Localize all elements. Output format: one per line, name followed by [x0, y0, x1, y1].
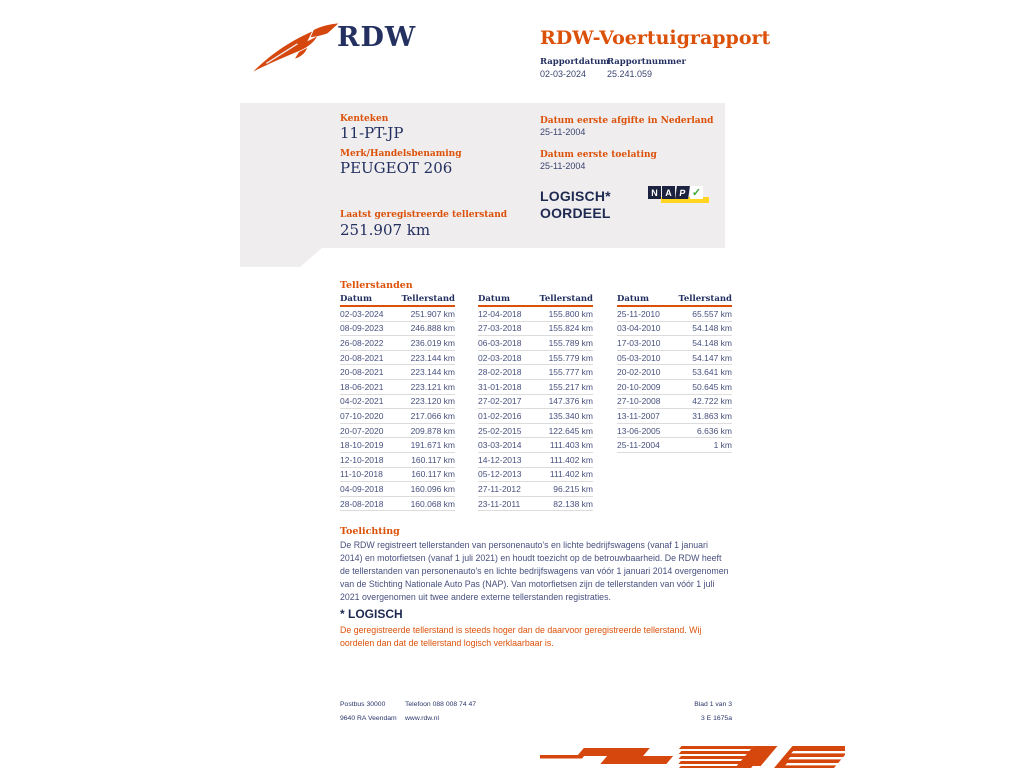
table-row: [617, 438, 732, 453]
logisch-heading: * LOGISCH: [340, 607, 403, 621]
row-odometer: 53.641 km: [692, 367, 732, 378]
afgifte-label: Datum eerste afgifte in Nederland: [540, 116, 714, 126]
nap-letter-tile: N: [648, 186, 661, 199]
row-odometer: 246.888 km: [410, 323, 455, 334]
row-date: 23-11-2011: [478, 498, 521, 509]
row-date: 17-03-2010: [617, 337, 661, 348]
row-date: 27-03-2018: [478, 323, 522, 334]
row-date: 28-08-2018: [340, 498, 384, 509]
tellerstand-value: 251.907 km: [340, 221, 431, 239]
kenteken-value: 11-PT-JP: [340, 124, 404, 142]
row-date: 05-03-2010: [617, 352, 661, 363]
row-date: 13-11-2007: [617, 410, 660, 421]
oordeel-line2: OORDEEL: [540, 205, 611, 221]
table-row: [617, 409, 732, 424]
row-date: 14-12-2013: [478, 454, 522, 465]
row-date: 27-02-2017: [478, 396, 522, 407]
toelating-label: Datum eerste toelating: [540, 150, 657, 160]
row-odometer: 122.645 km: [548, 425, 593, 436]
table-row: [478, 380, 593, 395]
column-header-tellerstand: Tellerstand: [401, 294, 455, 304]
table-row: [478, 322, 593, 337]
tellerstanden-title: Tellerstanden: [340, 280, 413, 291]
footer-phone: Telefoon 088 008 74 47: [405, 701, 477, 708]
column-header-tellerstand: Tellerstand: [678, 294, 732, 304]
toelichting-paragraph: De RDW registreert tellerstanden van personenauto's en lichte bedrijfswagens (vanaf 1 januari 2014) en motorfietsen (vanaf 1 juli 2021) en houdt toezicht op de betrouwbaarheid. De RDW heeft de tellerstanden van personenauto's en lichte bedrijfswagens van vóór 1 januari 2014 overgenomen van de Stichting Nationale Auto Pas (NAP). Van motorfietsen zijn de tellerstanden van vóór 1 juli 2021 overgenomen uit twee andere externe tellerstanden registraties.: [340, 540, 729, 602]
row-date: 18-10-2019: [340, 440, 384, 451]
nap-letters: [648, 186, 703, 199]
row-date: 20-08-2021: [340, 367, 384, 378]
row-date: 04-02-2021: [340, 396, 384, 407]
row-odometer: 50.645 km: [692, 381, 732, 392]
row-odometer: 147.376 km: [548, 396, 593, 407]
footer-meta: [600, 698, 732, 726]
column-header-datum: Datum: [478, 294, 510, 304]
table-row: [340, 497, 455, 512]
toelichting-title: Toelichting: [340, 526, 400, 537]
merk-value: PEUGEOT 206: [340, 159, 453, 177]
row-date: 31-01-2018: [478, 381, 522, 392]
row-date: 28-02-2018: [478, 367, 522, 378]
row-date: 08-09-2023: [340, 323, 384, 334]
footer-address-line2: 9640 RA Veendam: [340, 715, 397, 722]
row-odometer: 209.878 km: [410, 425, 455, 436]
report-date-value: 02-03-2024: [540, 69, 587, 79]
table-row: [617, 395, 732, 410]
table-header-row: [617, 292, 732, 307]
row-date: 20-07-2020: [340, 425, 384, 436]
table-row: [617, 336, 732, 351]
oordeel-text: [540, 188, 611, 222]
row-odometer: 160.117 km: [411, 454, 455, 465]
table-row: [340, 351, 455, 366]
row-odometer: 31.863 km: [692, 410, 732, 421]
row-date: 20-10-2009: [617, 381, 661, 392]
footer-address: [340, 698, 397, 726]
row-odometer: 236.019 km: [410, 337, 455, 348]
row-date: 27-10-2008: [617, 396, 661, 407]
nap-check-icon: ✓: [691, 187, 702, 199]
table-row: [340, 322, 455, 337]
nap-letter-tile: P: [675, 186, 690, 199]
column-header-tellerstand: Tellerstand: [539, 294, 593, 304]
row-odometer: 160.068 km: [410, 498, 455, 509]
report-number-label: Rapportnummer: [607, 57, 686, 67]
row-date: 20-08-2021: [340, 352, 384, 363]
table-row: [340, 438, 455, 453]
table-row: [478, 438, 593, 453]
row-odometer: 155.824 km: [548, 323, 593, 334]
table-row: [617, 365, 732, 380]
afgifte-value: 25-11-2004: [540, 127, 586, 137]
table-row: [478, 497, 593, 512]
logisch-explanation: De geregistreerde tellerstand is steeds hoger dan de daarvoor geregistreerde tellerstand. Wij oordelen dan dat de tellerstand logisch verklaarbaar is.: [340, 625, 702, 648]
table-row: [478, 351, 593, 366]
row-date: 13-06-2005: [617, 425, 661, 436]
row-odometer: 111.402 km: [549, 469, 593, 480]
row-odometer: 54.148 km: [692, 337, 732, 348]
row-odometer: 223.121 km: [410, 381, 455, 392]
rdw-stripe-decoration-icon: [540, 743, 845, 768]
table-header-row: [478, 292, 593, 307]
kenteken-label: Kenteken: [340, 114, 389, 124]
table-row: [340, 453, 455, 468]
report-date-label: Rapportdatum: [540, 57, 610, 67]
merk-label: Merk/Handelsbenaming: [340, 149, 462, 159]
row-odometer: 217.066 km: [410, 410, 455, 421]
table-row: [340, 395, 455, 410]
vehicle-summary-panel: [240, 103, 725, 267]
row-date: 02-03-2018: [478, 352, 522, 363]
table-row: [617, 380, 732, 395]
row-odometer: 251.907 km: [410, 308, 455, 319]
row-odometer: 1 km: [713, 440, 732, 451]
table-row: [478, 365, 593, 380]
table-row: [478, 336, 593, 351]
row-date: 25-02-2015: [478, 425, 522, 436]
footer-website-link[interactable]: www.rdw.nl: [405, 715, 439, 722]
table-row: [478, 409, 593, 424]
row-date: 12-04-2018: [478, 308, 522, 319]
table-row: [340, 336, 455, 351]
table-row: [478, 453, 593, 468]
table-header-row: [340, 292, 455, 307]
table-row: [340, 307, 455, 322]
page-title: RDW-Voertuigrapport: [540, 27, 771, 49]
toelating-value: 25-11-2004: [540, 161, 586, 171]
row-date: 25-11-2010: [617, 308, 660, 319]
row-date: 25-11-2004: [617, 440, 660, 451]
table-row: [340, 468, 455, 483]
rdw-logo-text: RDW: [337, 22, 417, 53]
table-row: [340, 380, 455, 395]
row-odometer: 155.217 km: [548, 381, 593, 392]
table-row: [617, 307, 732, 322]
footer-page-number: Blad 1 van 3: [694, 701, 732, 708]
row-date: 11-10-2018: [340, 469, 383, 480]
row-odometer: 223.144 km: [410, 352, 455, 363]
row-date: 03-03-2014: [478, 440, 522, 451]
column-header-datum: Datum: [340, 294, 372, 304]
row-odometer: 42.722 km: [692, 396, 732, 407]
row-date: 04-09-2018: [340, 483, 384, 494]
table-group: [340, 292, 455, 511]
tellerstanden-table: [340, 292, 732, 514]
oordeel-line1: LOGISCH*: [540, 188, 611, 204]
tellerstand-label: Laatst geregistreerde tellerstand: [340, 210, 508, 220]
table-row: [617, 424, 732, 439]
row-odometer: 65.557 km: [692, 308, 732, 319]
table-group: [478, 292, 593, 511]
row-date: 07-10-2020: [340, 410, 384, 421]
column-header-datum: Datum: [617, 294, 649, 304]
row-date: 12-10-2018: [340, 454, 384, 465]
row-odometer: 111.402 km: [549, 454, 593, 465]
row-odometer: 160.117 km: [411, 469, 455, 480]
row-date: 26-08-2022: [340, 337, 384, 348]
row-odometer: 223.120 km: [410, 396, 455, 407]
nap-logo: [648, 186, 710, 210]
table-row: [478, 482, 593, 497]
row-odometer: 82.138 km: [553, 498, 593, 509]
table-row: [617, 351, 732, 366]
table-row: [617, 322, 732, 337]
row-date: 03-04-2010: [617, 323, 661, 334]
table-row: [478, 468, 593, 483]
table-group: [617, 292, 732, 453]
row-odometer: 155.789 km: [548, 337, 593, 348]
table-row: [478, 307, 593, 322]
footer-contact: [405, 698, 476, 726]
row-date: 18-06-2021: [340, 381, 384, 392]
row-odometer: 111.403 km: [549, 440, 593, 451]
row-date: 27-11-2012: [478, 483, 521, 494]
table-row: [340, 365, 455, 380]
row-odometer: 96.215 km: [553, 483, 593, 494]
table-row: [340, 409, 455, 424]
footer-form-code: 3 E 1675a: [701, 715, 732, 722]
row-date: 05-12-2013: [478, 469, 522, 480]
row-date: 06-03-2018: [478, 337, 522, 348]
footer-address-line1: Postbus 30000: [340, 701, 386, 708]
row-odometer: 54.148 km: [692, 323, 732, 334]
row-odometer: 54.147 km: [692, 352, 732, 363]
row-date: 20-02-2010: [617, 367, 661, 378]
report-number-value: 25.241.059: [607, 69, 653, 79]
row-odometer: 155.800 km: [548, 308, 593, 319]
row-odometer: 155.779 km: [548, 352, 593, 363]
table-row: [478, 395, 593, 410]
row-odometer: 223.144 km: [410, 367, 455, 378]
row-odometer: 135.340 km: [548, 410, 593, 421]
row-date: 02-03-2024: [340, 308, 384, 319]
panel-notch-decoration: [300, 248, 725, 267]
table-row: [340, 424, 455, 439]
table-row: [340, 482, 455, 497]
nap-letter-tile: A: [662, 186, 675, 199]
row-odometer: 160.096 km: [410, 483, 455, 494]
row-odometer: 155.777 km: [548, 367, 593, 378]
table-row: [478, 424, 593, 439]
row-odometer: 6.636 km: [697, 425, 732, 436]
row-odometer: 191.671 km: [410, 440, 455, 451]
row-date: 01-02-2016: [478, 410, 522, 421]
